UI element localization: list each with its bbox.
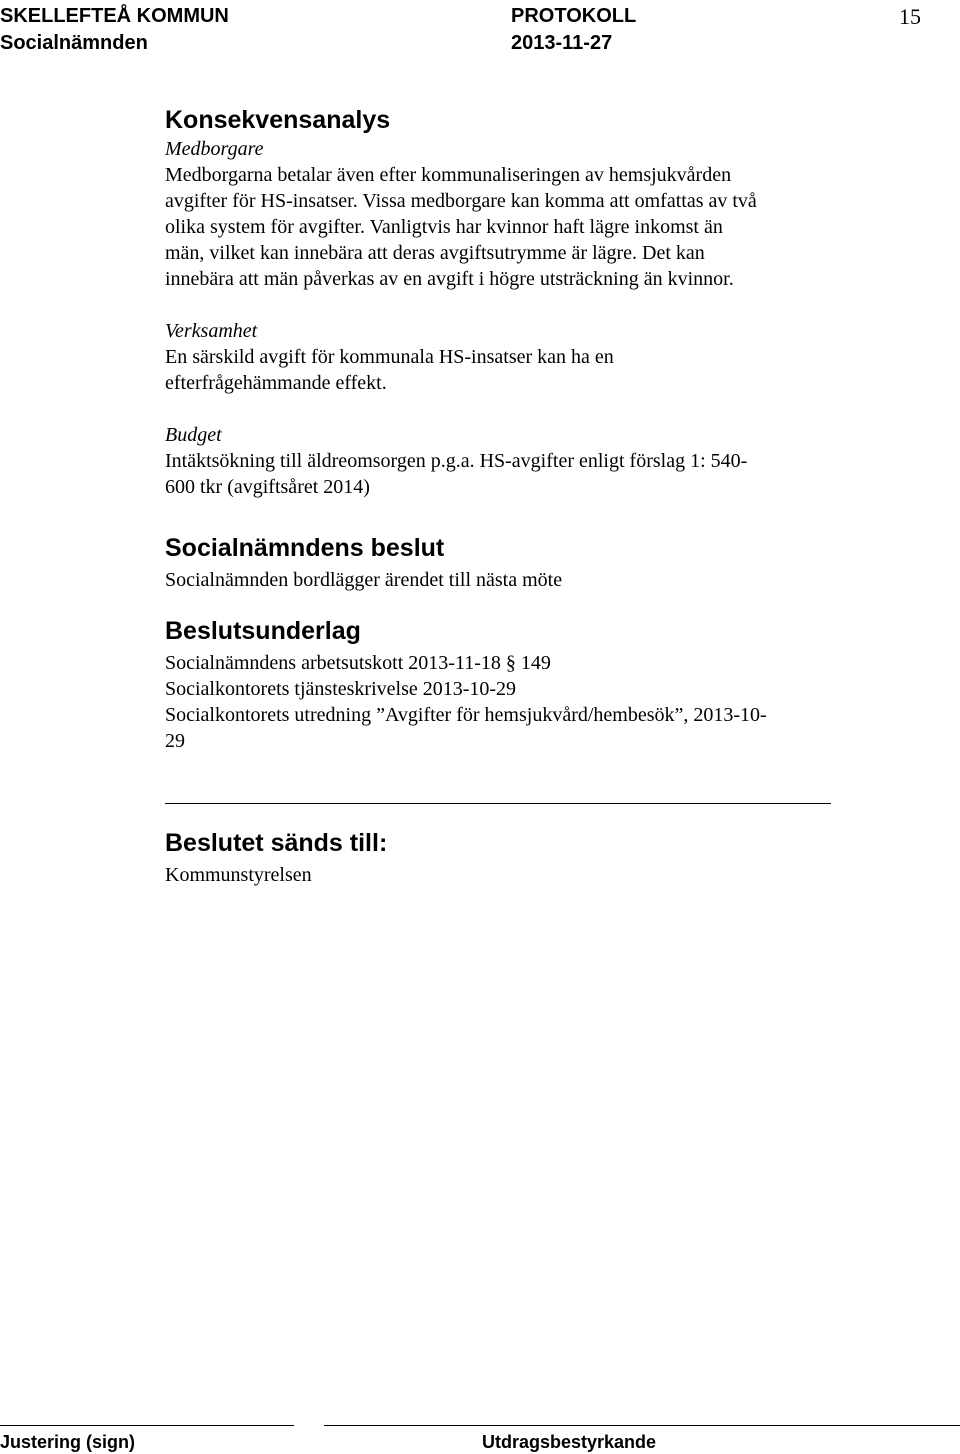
beslut-text: Socialnämnden bordlägger ärendet till nästa möte — [165, 569, 563, 591]
paragraph-line: avgifter för HS-insatser. Vissa medborgare kan komma att omfattas av två — [165, 190, 757, 212]
underlag-item: Socialkontorets utredning ”Avgifter för hemsjukvård/hembesök”, 2013-10- — [165, 704, 767, 726]
medborgare-label: Medborgare — [165, 138, 264, 160]
paragraph-line: olika system för avgifter. Vanligtvis har kvinnor haft lägre inkomst än — [165, 216, 723, 238]
utdrag-label: Utdragsbestyrkande — [482, 1432, 657, 1452]
beslut-heading: Socialnämndens beslut — [165, 534, 445, 562]
paragraph-line: efterfrågehämmande effekt. — [165, 372, 387, 394]
verksamhet-paragraph — [165, 344, 614, 396]
verksamhet-label: Verksamhet — [165, 320, 258, 342]
budget-paragraph — [165, 448, 747, 500]
separator-line — [165, 803, 831, 804]
medborgare-paragraph — [165, 162, 757, 292]
recipient-name: Kommunstyrelsen — [165, 864, 312, 886]
paragraph-line: innebära att män påverkas av en avgift i högre utsträckning än kvinnor. — [165, 268, 734, 290]
underlag-list — [165, 650, 767, 754]
underlag-heading: Beslutsunderlag — [165, 617, 361, 645]
konsekvens-heading: Konsekvensanalys — [165, 106, 391, 134]
department-name: Socialnämnden — [0, 32, 148, 54]
utdrag-box — [324, 1425, 960, 1452]
paragraph-line: 600 tkr (avgiftsåret 2014) — [165, 476, 370, 498]
sands-heading: Beslutet sänds till: — [165, 829, 388, 857]
org-name: SKELLEFTEÅ KOMMUN — [0, 5, 229, 27]
underlag-item: Socialnämndens arbetsutskott 2013-11-18 § 149 — [165, 652, 551, 674]
protocol-date: 2013-11-27 — [511, 32, 613, 54]
underlag-item: 29 — [165, 730, 185, 752]
paragraph-line: Intäktsökning till äldreomsorgen p.g.a. HS-avgifter enligt förslag 1: 540- — [165, 450, 748, 472]
document-type: PROTOKOLL — [511, 5, 637, 27]
justering-label: Justering (sign) — [0, 1432, 136, 1452]
underlag-item: Socialkontorets tjänsteskrivelse 2013-10-29 — [165, 678, 517, 700]
paragraph-line: En särskild avgift för kommunala HS-insatser kan ha en — [165, 346, 614, 368]
budget-label: Budget — [165, 424, 222, 446]
paragraph-line: Medborgarna betalar även efter kommunaliseringen av hemsjukvården — [165, 164, 732, 186]
justering-box — [0, 1425, 294, 1452]
page-number: 15 — [899, 4, 921, 29]
paragraph-line: män, vilket kan innebära att deras avgiftsutrymme är lägre. Det kan — [165, 242, 705, 264]
